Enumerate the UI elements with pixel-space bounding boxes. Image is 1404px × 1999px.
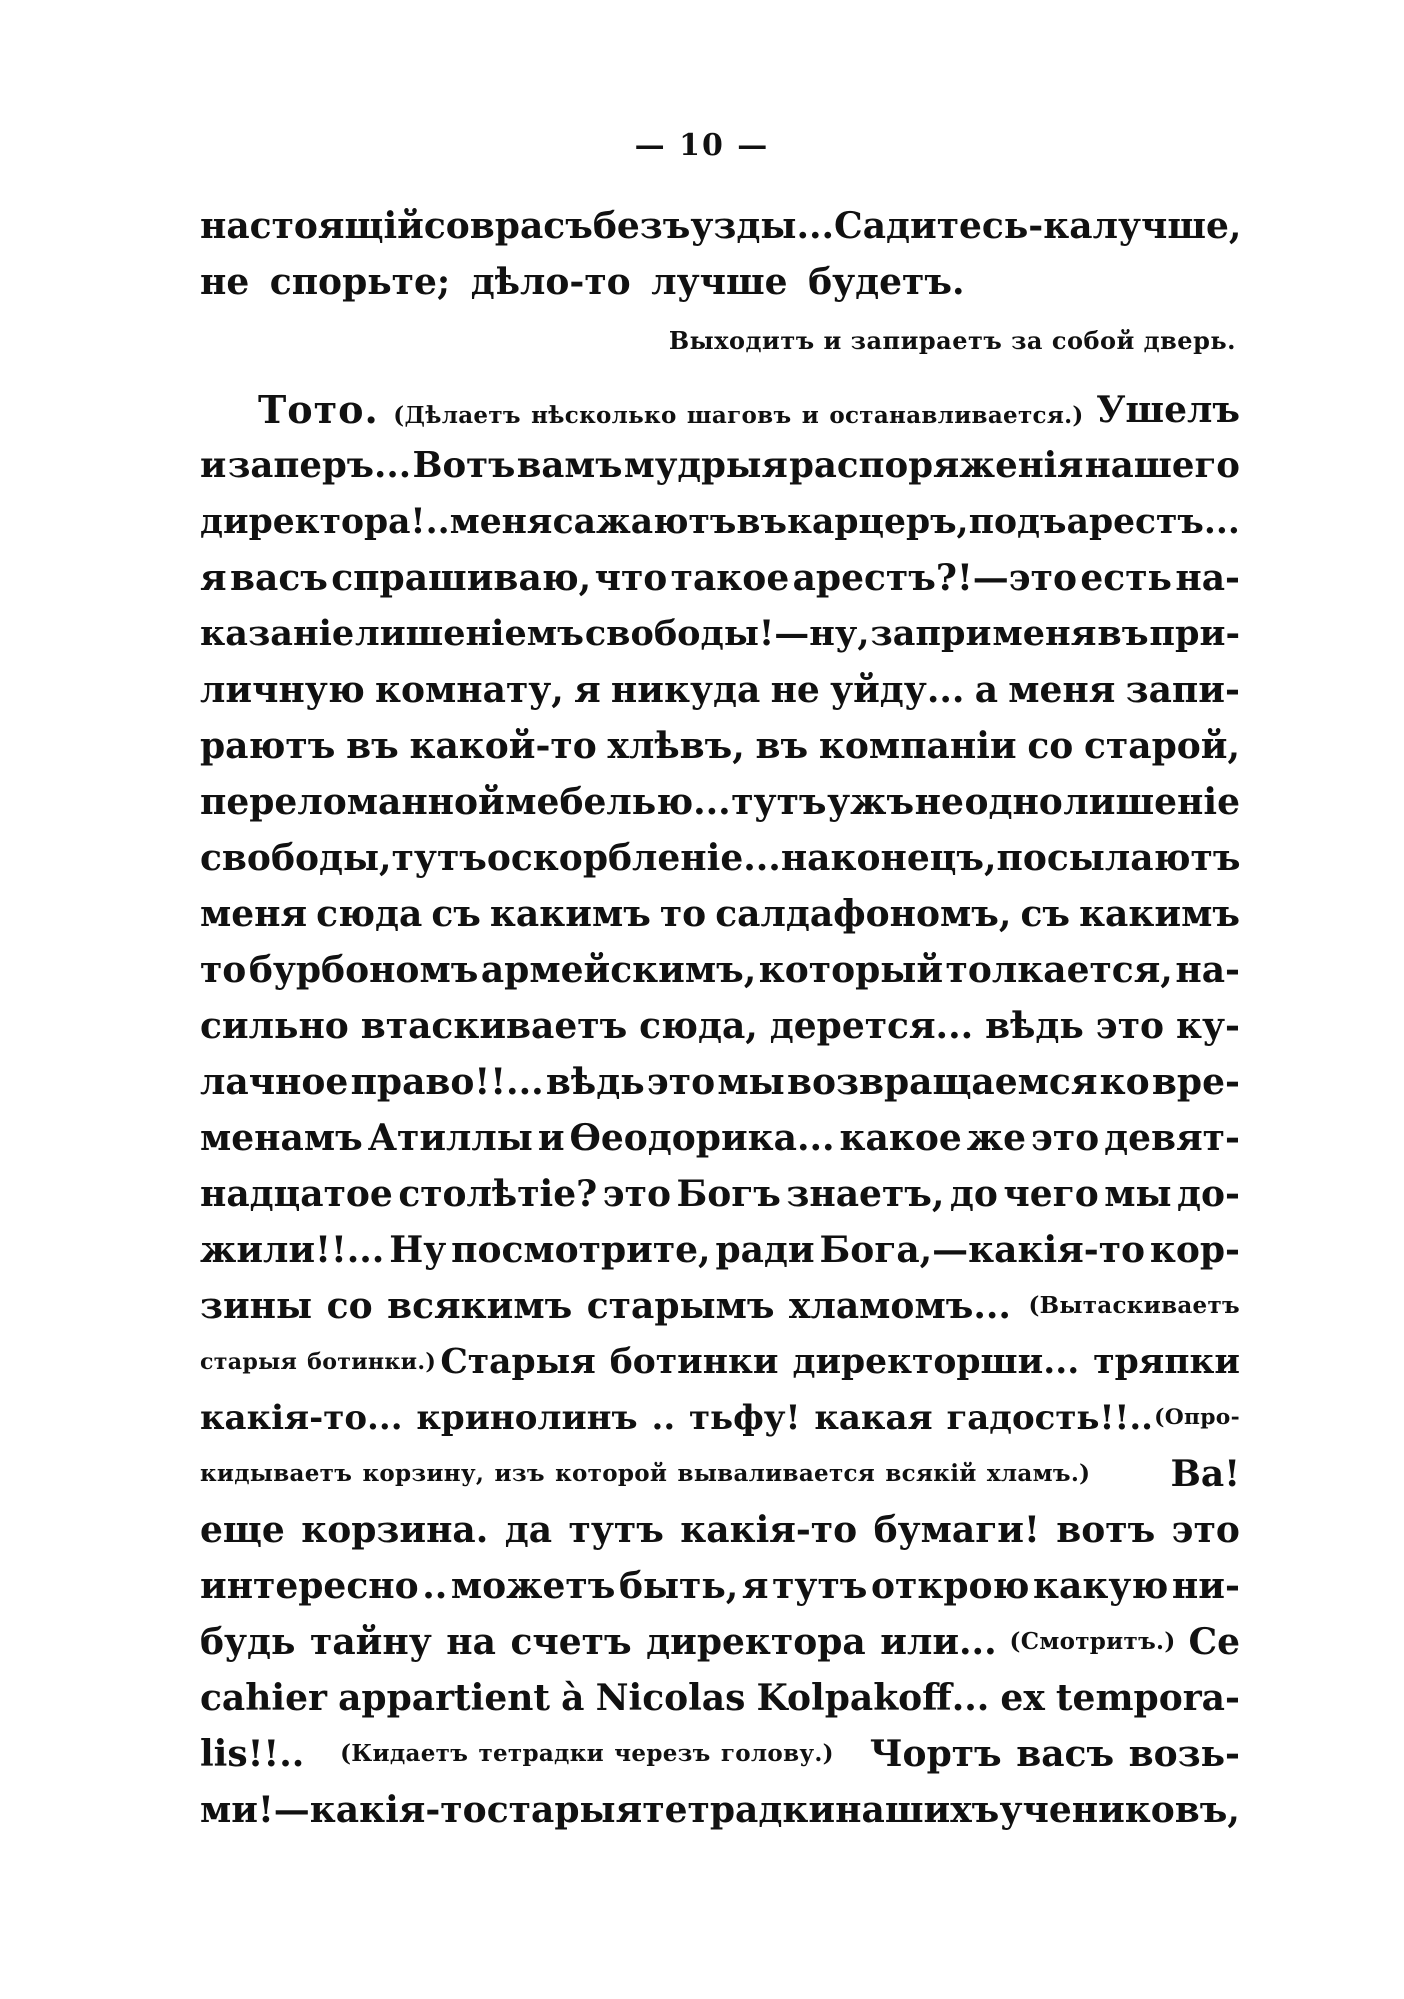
text-line-mixed bbox=[200, 1726, 1240, 1782]
word: какой-то bbox=[409, 725, 597, 767]
word: да bbox=[504, 1509, 553, 1551]
word: вотъ bbox=[1056, 1509, 1156, 1551]
word: мудрыя bbox=[623, 445, 788, 486]
word: есть bbox=[1080, 557, 1172, 599]
text-line bbox=[200, 886, 1240, 942]
word: запи- bbox=[1125, 669, 1240, 711]
word: арестъ... bbox=[1066, 502, 1240, 542]
word: запри bbox=[870, 613, 992, 654]
word: дерется... bbox=[769, 1005, 974, 1047]
page-number: — 10 — bbox=[634, 128, 770, 163]
text-line bbox=[200, 1110, 1240, 1166]
stage-direction: Выходитъ и запираетъ за собой дверь. bbox=[668, 326, 1236, 355]
word: возвращаемся bbox=[786, 1061, 1098, 1103]
stage-direction: старыя ботинки.) bbox=[200, 1349, 437, 1375]
word: посмотрите, bbox=[451, 1229, 711, 1271]
word: а bbox=[974, 669, 999, 711]
word: армейскимъ, bbox=[480, 949, 757, 991]
word: же bbox=[966, 1117, 1026, 1159]
word: жили!!... bbox=[200, 1229, 385, 1271]
word: сажаютъ bbox=[552, 502, 737, 542]
word: и bbox=[200, 445, 227, 486]
word: это bbox=[1095, 1005, 1165, 1047]
text-line bbox=[200, 1166, 1240, 1222]
stage-direction: (Смотритъ.) bbox=[1009, 1628, 1176, 1655]
word: тутъ bbox=[568, 1509, 664, 1551]
word: Садитесь-ка bbox=[834, 205, 1093, 247]
word: на- bbox=[1175, 557, 1240, 599]
text-line-mixed bbox=[200, 1334, 1240, 1390]
text-fragment: Старыя ботинки директорши... тряпки bbox=[440, 1342, 1240, 1382]
word: знаетъ, bbox=[786, 1173, 945, 1215]
word: тутъ bbox=[391, 837, 487, 879]
word: какое bbox=[839, 1117, 962, 1159]
word: Атиллы bbox=[367, 1117, 533, 1159]
word: мебелью... bbox=[505, 781, 731, 823]
word: я bbox=[741, 1565, 769, 1607]
word: это bbox=[602, 1173, 671, 1215]
word: какія-то bbox=[680, 1509, 858, 1551]
word: учениковъ, bbox=[999, 1789, 1240, 1831]
word: никуда bbox=[610, 669, 761, 711]
text-line bbox=[200, 1222, 1240, 1278]
word: то bbox=[659, 893, 707, 935]
text-fragment: Чортъ васъ возь- bbox=[869, 1733, 1240, 1775]
word: распоряженія bbox=[789, 445, 1084, 486]
text-line bbox=[200, 1670, 1240, 1726]
word: въ bbox=[736, 502, 787, 542]
word: личную bbox=[200, 669, 365, 711]
word: настоящій bbox=[200, 205, 424, 247]
word: компаніи bbox=[818, 725, 1017, 767]
word: право!!... bbox=[350, 1061, 544, 1103]
word: меня bbox=[1008, 669, 1116, 711]
word: à bbox=[561, 1677, 585, 1719]
word: при- bbox=[1149, 613, 1240, 654]
word: то bbox=[200, 949, 247, 991]
word: посылаютъ bbox=[996, 837, 1241, 879]
word: надцатое bbox=[200, 1173, 393, 1215]
word: сюда, bbox=[639, 1005, 758, 1047]
word: съ bbox=[1020, 893, 1071, 935]
stage-direction: (Кидаетъ тетрадки черезъ голову.) bbox=[340, 1740, 834, 1767]
stage-direction: (Вытаскиваетъ bbox=[1028, 1292, 1240, 1319]
word: ни- bbox=[1171, 1565, 1240, 1607]
word: на- bbox=[1175, 949, 1240, 991]
word: Nicolas bbox=[595, 1677, 746, 1719]
word: ради bbox=[715, 1229, 815, 1271]
word: Ѳеодорика... bbox=[569, 1117, 835, 1159]
word: лучше, bbox=[1092, 205, 1242, 247]
text-line bbox=[200, 438, 1240, 494]
monologue bbox=[200, 382, 1240, 1838]
word: я bbox=[200, 557, 227, 599]
text-fragment: какія-то... кринолинъ .. тьфу! какая гадость!!.. bbox=[200, 1398, 1154, 1438]
word: комнату, bbox=[374, 669, 564, 711]
word: ужъ bbox=[827, 781, 915, 823]
text-line bbox=[200, 774, 1240, 830]
word: это bbox=[1030, 1117, 1100, 1159]
text-line bbox=[200, 1782, 1240, 1838]
word: я bbox=[574, 669, 601, 711]
text-line-mixed bbox=[200, 1446, 1240, 1502]
word: раютъ bbox=[200, 725, 336, 767]
word: свободы!—ну, bbox=[584, 613, 870, 654]
word: свободы, bbox=[200, 837, 392, 879]
word: нашего bbox=[1084, 445, 1240, 486]
word: безъ bbox=[592, 205, 691, 247]
word: со bbox=[1027, 725, 1074, 767]
word: узды... bbox=[690, 205, 835, 247]
stage-direction: (Дѣлаетъ нѣсколько шаговъ и останавливается.) bbox=[393, 402, 1084, 429]
word: ко bbox=[1099, 1061, 1150, 1103]
text-line bbox=[200, 1054, 1240, 1110]
word: быть, bbox=[618, 1565, 739, 1607]
word: appartient bbox=[338, 1677, 551, 1719]
text-line bbox=[200, 998, 1240, 1054]
word: нашихъ bbox=[835, 1789, 1000, 1831]
word: меня bbox=[200, 893, 308, 935]
word: меня bbox=[449, 502, 553, 542]
word: Бога,—какія-то bbox=[819, 1229, 1146, 1271]
word: старой, bbox=[1084, 725, 1240, 767]
word: какимъ bbox=[1079, 893, 1240, 935]
word: вамъ bbox=[516, 445, 623, 486]
word: такое bbox=[670, 557, 790, 599]
word: tempora- bbox=[1055, 1677, 1240, 1719]
word: ку- bbox=[1175, 1005, 1240, 1047]
word: ми!—какія-то bbox=[200, 1789, 487, 1831]
word: какимъ bbox=[489, 893, 651, 935]
word: еще bbox=[200, 1509, 285, 1551]
word: интересно bbox=[200, 1565, 419, 1607]
word: тутъ bbox=[772, 1565, 868, 1607]
word: карцеръ, bbox=[787, 502, 969, 542]
word: въ bbox=[755, 725, 809, 767]
text-line bbox=[200, 830, 1240, 886]
word: какую bbox=[1033, 1565, 1169, 1607]
text-fragment: Ушелъ bbox=[1096, 389, 1240, 431]
word: бурбономъ bbox=[248, 949, 479, 991]
word: не bbox=[914, 781, 964, 823]
word: толкается, bbox=[945, 949, 1173, 991]
text-fragment: Ce bbox=[1188, 1621, 1240, 1663]
word: подъ bbox=[968, 502, 1067, 542]
text-line bbox=[200, 942, 1240, 998]
text-line: не спорьте; дѣло-то лучше будетъ. bbox=[200, 261, 965, 303]
word: это bbox=[1171, 1509, 1240, 1551]
word: мы bbox=[1104, 1173, 1172, 1215]
word: бумаги! bbox=[873, 1509, 1040, 1551]
word: соврасъ bbox=[423, 205, 593, 247]
word: старыя bbox=[486, 1789, 643, 1831]
text-line bbox=[200, 550, 1240, 606]
word: до bbox=[949, 1173, 998, 1215]
word: и bbox=[537, 1117, 565, 1159]
word: вре- bbox=[1151, 1061, 1240, 1103]
word: который bbox=[758, 949, 944, 991]
word: столѣтіе? bbox=[398, 1173, 598, 1215]
text-line bbox=[200, 198, 1240, 254]
word: лишеніемъ bbox=[355, 613, 584, 654]
word: лишеніе bbox=[1063, 781, 1240, 823]
word: меня bbox=[992, 613, 1097, 654]
word: .. bbox=[422, 1565, 448, 1607]
word: переломанной bbox=[200, 781, 505, 823]
word: Kolpakoff... bbox=[756, 1677, 990, 1719]
word: cahier bbox=[200, 1677, 327, 1719]
word: хлѣвъ, bbox=[607, 725, 745, 767]
word: тетрадки bbox=[642, 1789, 836, 1831]
speaker-name: Тото. bbox=[258, 387, 379, 432]
text-line-mixed bbox=[200, 1278, 1240, 1334]
word: девят- bbox=[1104, 1117, 1240, 1159]
word: Ну bbox=[389, 1229, 447, 1271]
word: до- bbox=[1177, 1173, 1240, 1215]
text-line-mixed bbox=[200, 1390, 1240, 1446]
word: уйду... bbox=[830, 669, 965, 711]
word: это bbox=[646, 1061, 716, 1103]
word: сильно bbox=[200, 1005, 349, 1047]
word: въ bbox=[346, 725, 399, 767]
word: Вотъ bbox=[412, 445, 516, 486]
word: въ bbox=[1097, 613, 1149, 654]
word: съ bbox=[431, 893, 481, 935]
text-fragment: lis!!.. bbox=[200, 1733, 305, 1775]
word: кор- bbox=[1149, 1229, 1240, 1271]
word: сюда bbox=[316, 893, 423, 935]
word: ex bbox=[1000, 1677, 1045, 1719]
opening-lines bbox=[200, 198, 1240, 310]
word: вѣдь bbox=[985, 1005, 1084, 1047]
word: можетъ bbox=[450, 1565, 616, 1607]
stage-direction: (Опро- bbox=[1154, 1405, 1240, 1430]
text-line bbox=[200, 718, 1240, 774]
word: оскорбленіе... bbox=[486, 837, 781, 879]
word: лачное bbox=[200, 1061, 349, 1103]
text-line bbox=[200, 494, 1240, 550]
word: мы bbox=[717, 1061, 785, 1103]
word: вѣдь bbox=[545, 1061, 645, 1103]
word: открою bbox=[871, 1565, 1030, 1607]
word: одно bbox=[964, 781, 1063, 823]
text-line bbox=[200, 1558, 1240, 1614]
word: втаскиваетъ bbox=[360, 1005, 628, 1047]
word: чего bbox=[1003, 1173, 1099, 1215]
word: спрашиваю, bbox=[331, 557, 592, 599]
text-line bbox=[200, 606, 1240, 662]
text-line-mixed bbox=[200, 1614, 1240, 1670]
speaker-line bbox=[200, 382, 1240, 438]
word: наконецъ, bbox=[780, 837, 997, 879]
text-fragment: Ва! bbox=[1170, 1453, 1240, 1495]
word: тутъ bbox=[731, 781, 827, 823]
word: корзина. bbox=[301, 1509, 489, 1551]
word: директора!.. bbox=[200, 502, 450, 542]
word: васъ bbox=[230, 557, 328, 599]
text-fragment: будь тайну на счетъ директора или... bbox=[200, 1621, 997, 1663]
stage-direction: кидываетъ корзину, изъ которой вываливается всякій хламъ.) bbox=[200, 1460, 1091, 1487]
text-fragment: зины со всякимъ старымъ хламомъ... bbox=[200, 1285, 1011, 1327]
text-line bbox=[200, 662, 1240, 718]
text-line bbox=[200, 1502, 1240, 1558]
word: что bbox=[594, 557, 668, 599]
word: казаніе bbox=[200, 613, 355, 654]
word: менамъ bbox=[200, 1117, 363, 1159]
word: заперъ... bbox=[227, 445, 412, 486]
word: арестъ?!—это bbox=[792, 557, 1077, 599]
word: не bbox=[770, 669, 820, 711]
word: салдафономъ, bbox=[715, 893, 1012, 935]
word: Богъ bbox=[676, 1173, 781, 1215]
